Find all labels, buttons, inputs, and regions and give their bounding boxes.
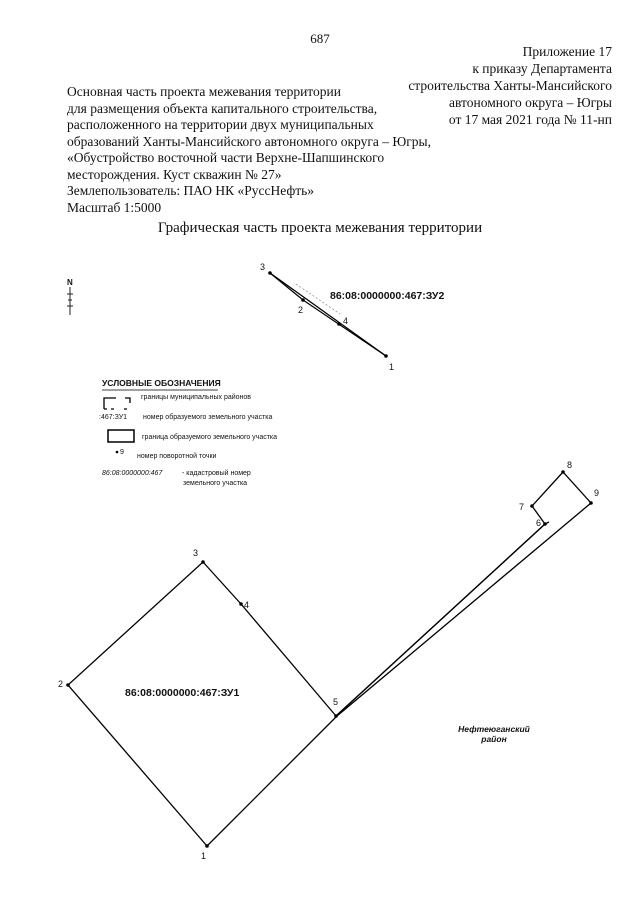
point-label: 6 bbox=[536, 518, 542, 528]
appendix-line: к приказу Департамента bbox=[472, 61, 612, 76]
page-number: 687 bbox=[310, 31, 330, 46]
north-label: N bbox=[67, 278, 73, 287]
district-line: район bbox=[481, 734, 507, 744]
map-scale: Масштаб 1:5000 bbox=[67, 199, 162, 215]
legend-item-symbol: 86:08:0000000:467 bbox=[102, 470, 163, 477]
appendix-line: Приложение 17 bbox=[522, 44, 612, 59]
project-line: «Обустройство восточной части Верхне-Шапшинского bbox=[67, 150, 385, 165]
north-arrow-icon bbox=[67, 287, 73, 315]
legend-item-text: - кадастровый номер bbox=[182, 470, 251, 477]
district-label bbox=[452, 724, 536, 744]
point-label: 2 bbox=[298, 305, 304, 315]
point-label: 5 bbox=[333, 697, 339, 707]
land-user: Землепользователь: ПАО НК «РуссНефть» bbox=[67, 183, 315, 198]
legend-item-symbol: 9 bbox=[120, 449, 124, 456]
point-label: 4 bbox=[343, 316, 349, 326]
district-line: Нефтеюганский bbox=[458, 724, 530, 734]
legend-title: УСЛОВНЫЕ ОБОЗНАЧЕНИЯ bbox=[102, 378, 221, 388]
point-label: 8 bbox=[567, 460, 573, 470]
legend-item-text: номер поворотной точки bbox=[137, 453, 217, 460]
point-label: 7 bbox=[519, 502, 525, 512]
parcel-zu1-boundary bbox=[66, 470, 593, 848]
legend-item-text: границы муниципальных районов bbox=[141, 394, 252, 401]
appendix-line: строительства Ханты-Мансийского bbox=[408, 78, 612, 93]
point-label: 1 bbox=[201, 851, 207, 861]
project-line: образований Ханты-Мансийского автономного округа – Югры, bbox=[67, 133, 431, 149]
point-label: 4 bbox=[244, 600, 250, 610]
legend-item-text: граница образуемого земельного участка bbox=[142, 434, 278, 441]
parcel-zu2-label: 86:08:0000000:467:ЗУ2 bbox=[330, 290, 445, 302]
graphic-part-title: Графическая часть проекта межевания территории bbox=[157, 220, 483, 236]
point-label: 1 bbox=[389, 362, 395, 372]
legend-item-text: земельного участка bbox=[183, 480, 248, 487]
parcel-zu2-boundary bbox=[268, 271, 388, 358]
appendix-line: от 17 мая 2021 года № 11-нп bbox=[448, 112, 612, 127]
point-label: 3 bbox=[260, 262, 266, 272]
point-label: 2 bbox=[58, 679, 64, 689]
project-line: Основная часть проекта межевания территории bbox=[67, 84, 341, 99]
point-label: 9 bbox=[594, 488, 600, 498]
parcel-zu1-label: 86:08:0000000:467:ЗУ1 bbox=[125, 687, 240, 699]
appendix-line: автономного округа – Югры bbox=[449, 95, 612, 110]
project-line: для размещения объекта капитального строительства, bbox=[67, 100, 378, 116]
project-line: расположенного на территории двух муниципальных bbox=[67, 117, 374, 132]
point-label: 3 bbox=[193, 548, 199, 558]
legend-item-symbol: :467:ЗУ1 bbox=[99, 414, 128, 421]
legend-item-text: номер образуемого земельного участка bbox=[143, 414, 273, 421]
project-line: месторождения. Куст скважин № 27» bbox=[67, 166, 282, 182]
